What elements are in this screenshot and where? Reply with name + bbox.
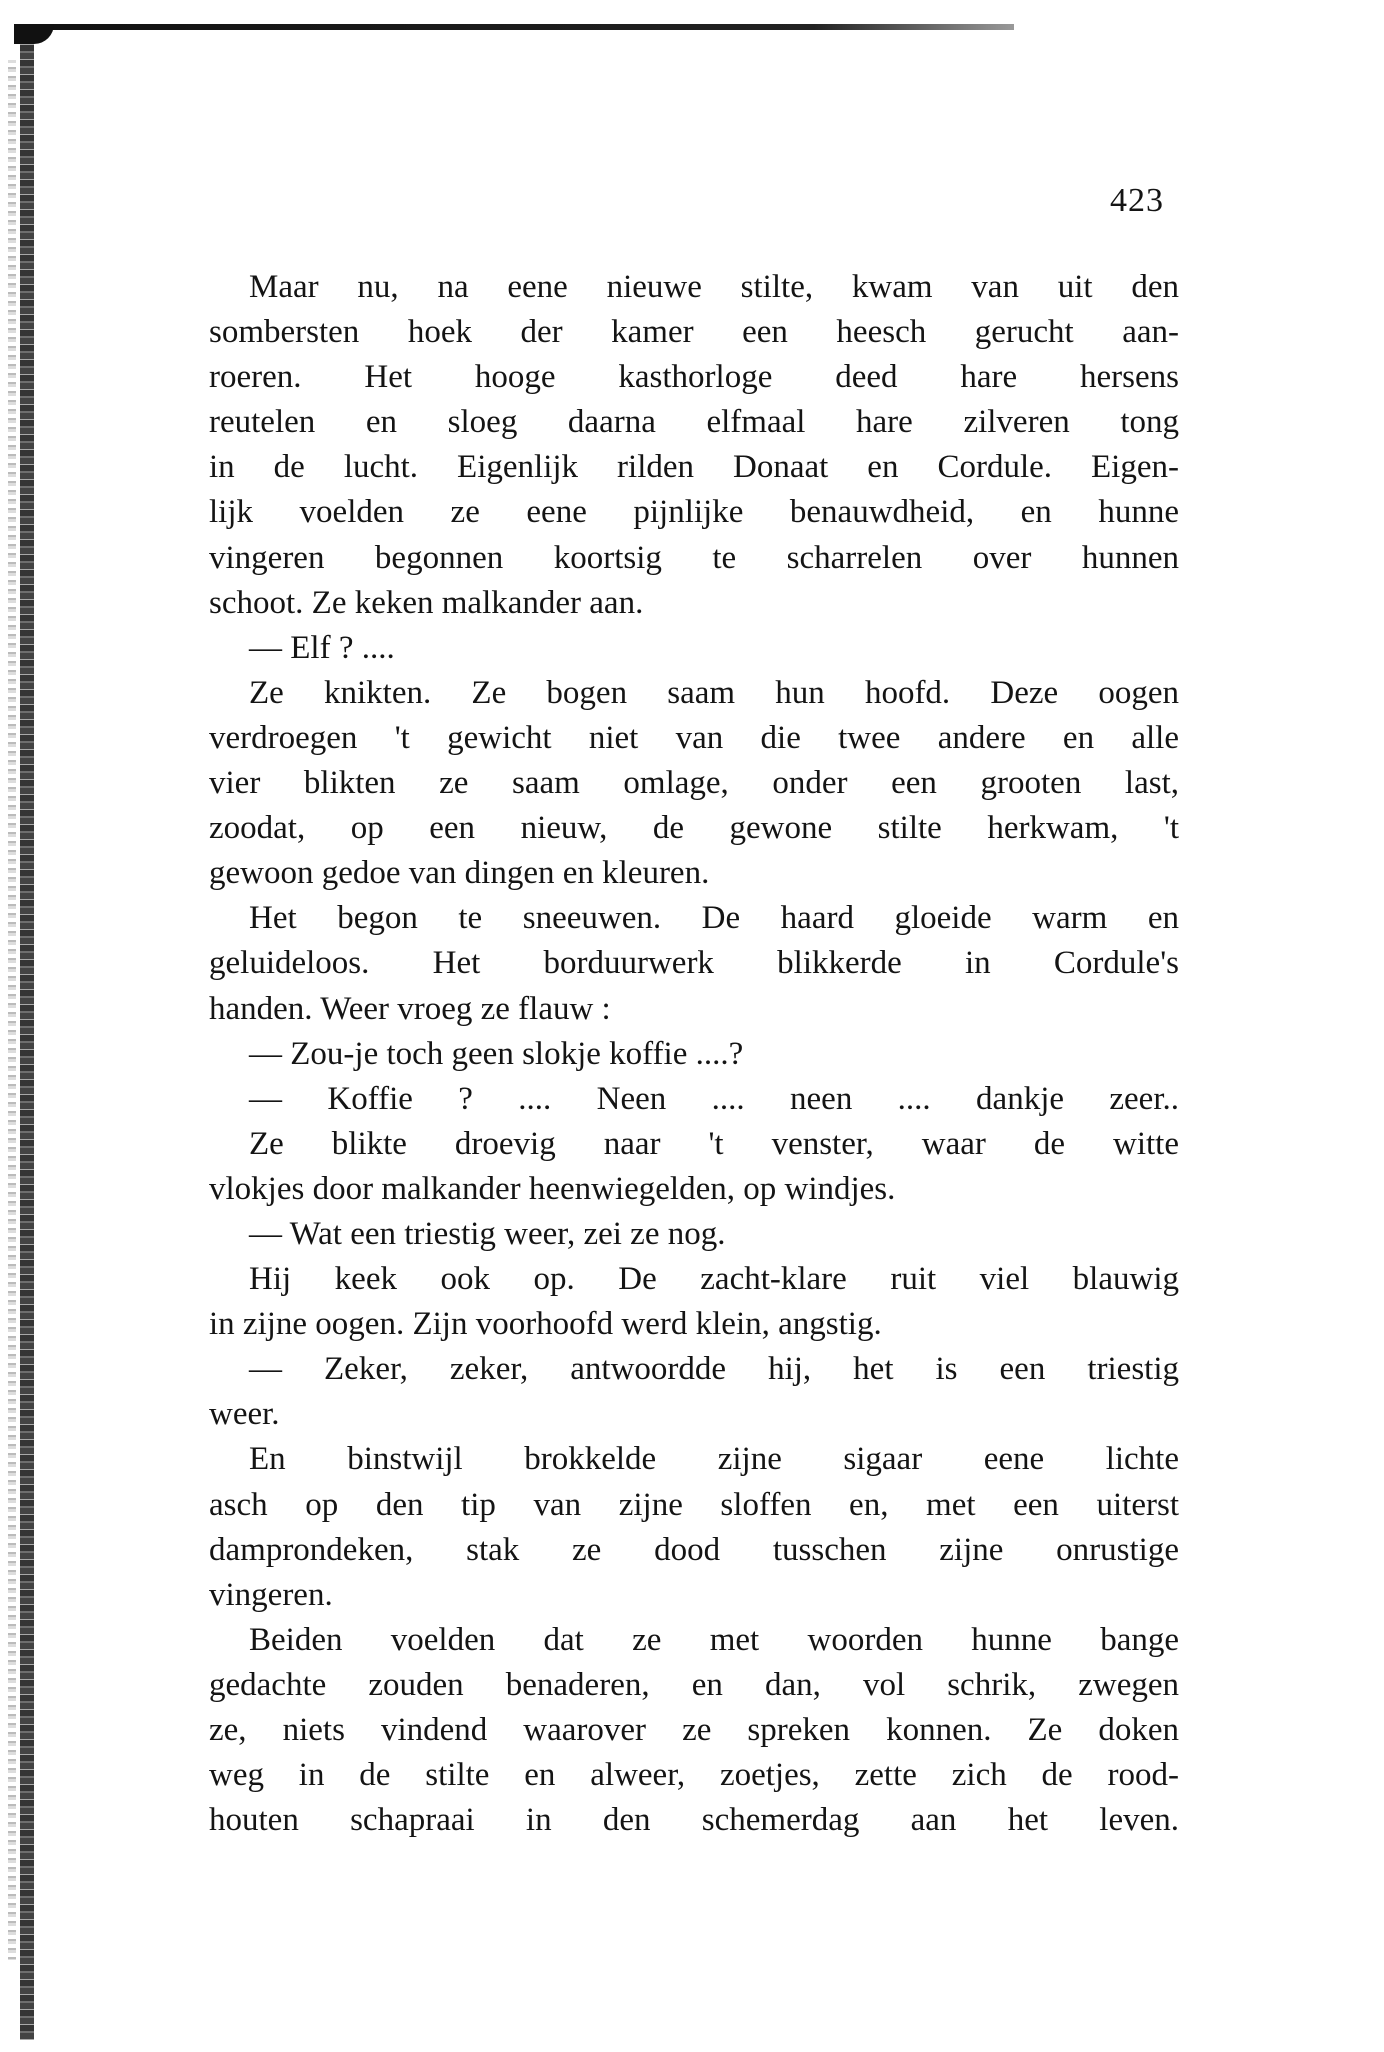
page-number: 423 — [1110, 182, 1164, 219]
paragraph — [209, 265, 1179, 626]
text-line: asch op den tip van zijne sloffen en, met een uiterst — [209, 1486, 1179, 1523]
text-line: gedachte zouden benaderen, en dan, vol schrik, zwegen — [209, 1666, 1179, 1703]
text-line: geluideloos. Het borduurwerk blikkerde in Cordule's — [209, 945, 1179, 982]
paragraph — [209, 1347, 1179, 1437]
text-line: — Zeker, zeker, antwoordde hij, het is een triestig — [249, 1351, 1179, 1388]
paragraph — [209, 626, 1179, 671]
paragraph — [209, 1212, 1179, 1257]
text-line: schoot. Ze keken malkander aan. — [209, 584, 644, 621]
text-line: — Wat een triestig weer, zei ze nog. — [249, 1215, 726, 1252]
text-line: vier blikten ze saam omlage, onder een grooten last, — [209, 765, 1179, 802]
text-line: reutelen en sloeg daarna elfmaal hare zilveren tong — [209, 404, 1179, 441]
text-line: Het begon te sneeuwen. De haard gloeide warm en — [249, 900, 1179, 937]
text-line: roeren. Het hooge kasthorloge deed hare hersens — [209, 359, 1179, 396]
text-line: zoodat, op een nieuw, de gewone stilte herkwam, 't — [209, 810, 1179, 847]
page-top-edge — [14, 24, 1014, 30]
text-line: — Elf ? .... — [249, 629, 395, 666]
text-line: weer. — [209, 1396, 280, 1433]
page-binding-edge — [20, 30, 34, 2040]
text-line: damprondeken, stak ze dood tusschen zijne onrustige — [209, 1531, 1179, 1568]
text-line: in de lucht. Eigenlijk rilden Donaat en Cordule. Eigen- — [209, 449, 1179, 486]
text-line: — Zou-je toch geen slokje koffie ....? — [249, 1035, 744, 1072]
text-line: weg in de stilte en alweer, zoetjes, zette zich de rood- — [209, 1757, 1179, 1794]
paragraph — [209, 1437, 1179, 1617]
paragraph — [209, 1077, 1179, 1122]
paragraph — [209, 671, 1179, 896]
paragraph — [209, 1618, 1179, 1843]
text-line: Maar nu, na eene nieuwe stilte, kwam van uit den — [249, 269, 1179, 305]
text-line: Beiden voelden dat ze met woorden hunne bange — [249, 1621, 1179, 1658]
text-line: houten schapraai in den schemerdag aan het leven. — [209, 1802, 1179, 1839]
scan-edge-shadow — [8, 60, 16, 1960]
text-line: Ze blikte droevig naar 't venster, waar de witte — [249, 1125, 1179, 1162]
text-line: En binstwijl brokkelde zijne sigaar eene lichte — [249, 1441, 1179, 1478]
text-line: gewoon gedoe van dingen en kleuren. — [209, 855, 710, 892]
text-line: ze, niets vindend waarover ze spreken konnen. Ze doken — [209, 1712, 1179, 1748]
text-line: lijk voelden ze eene pijnlijke benauwdheid, en hunne — [209, 494, 1179, 531]
text-line: vingeren begonnen koortsig te scharrelen over hunnen — [209, 539, 1179, 576]
text-line: in zijne oogen. Zijn voorhoofd werd klein, angstig. — [209, 1306, 882, 1343]
paragraph — [209, 896, 1179, 1031]
text-line: — Koffie ? .... Neen .... neen .... dankje zeer.. — [249, 1080, 1179, 1117]
text-line: sombersten hoek der kamer een heesch gerucht aan- — [209, 314, 1179, 351]
body-text — [209, 265, 1179, 1843]
text-line: handen. Weer vroeg ze flauw : — [209, 990, 611, 1027]
text-line: vlokjes door malkander heenwiegelden, op windjes. — [209, 1170, 896, 1207]
paragraph — [209, 1122, 1179, 1212]
text-line: Hij keek ook op. De zacht-klare ruit viel blauwig — [249, 1261, 1179, 1298]
paragraph — [209, 1257, 1179, 1347]
paragraph — [209, 1032, 1179, 1077]
text-line: vingeren. — [209, 1576, 333, 1613]
text-line: verdroegen 't gewicht niet van die twee andere en alle — [209, 719, 1179, 756]
text-line: Ze knikten. Ze bogen saam hun hoofd. Deze oogen — [249, 674, 1179, 711]
page-corner — [14, 24, 54, 44]
